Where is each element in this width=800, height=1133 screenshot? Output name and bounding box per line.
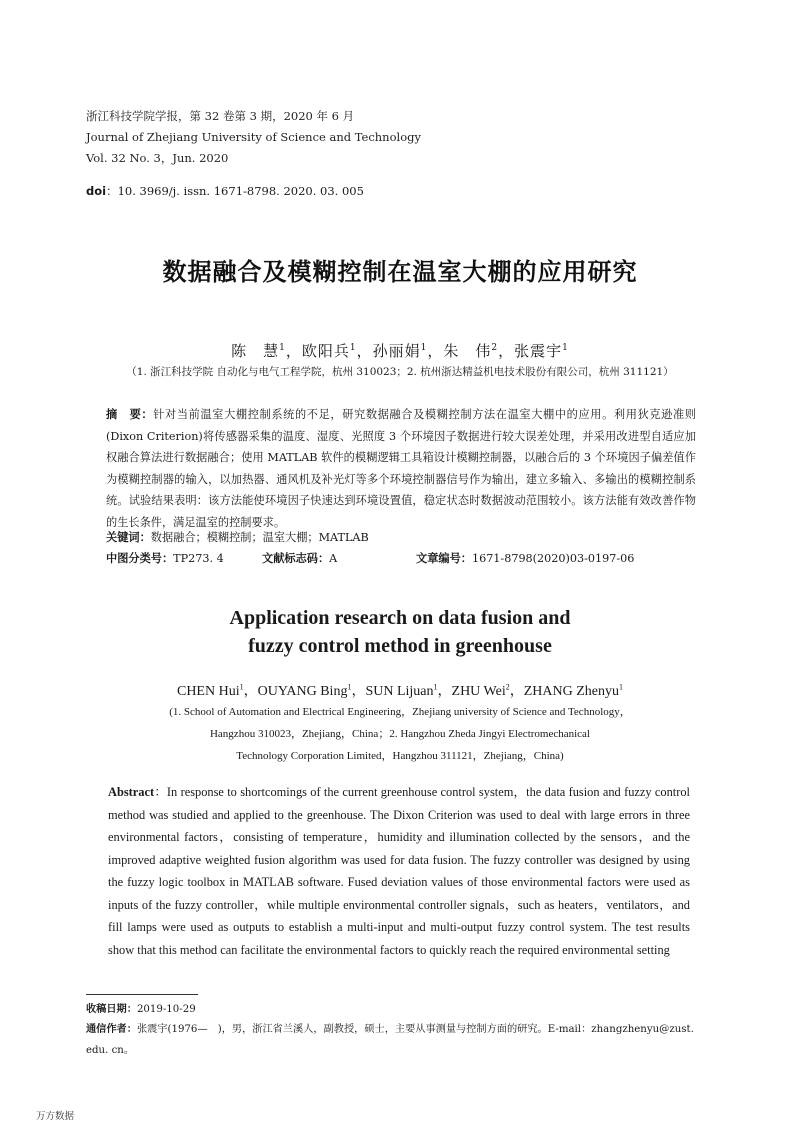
clc-label: 中图分类号： [106, 552, 174, 565]
author-en: CHEN Hui [176, 684, 240, 699]
footnote-corresponding [86, 1019, 716, 1061]
author-cn: ，欧阳兵 [285, 342, 350, 360]
affiliation-cn: （1. 浙江科技学院 自动化与电气工程学院，杭州 310023；2. 杭州浙达精益机电技术股份有限公司，杭州 311121） [126, 366, 674, 378]
abstract-en-text: ：In response to shortcomings of the current greenhouse control system，the data fusion and fuzzy control method was studied and applied to the greenhouse. The Dixon Criterion was used to deal with large errors in three environmental factors，consisting of temperature，humidity and illumination collected by the sensors，and the improved adaptive weighted fusion algorithm was used for data fusion. The fuzzy controller was designed by using the fuzzy logic toolbox in MATLAB software. Fused deviation values of those environmental factors were used as inputs of the fuzzy controller，while multiple environmental controller signals，such as heaters，ventilators，and fill lamps were used as outputs to establish a multi-input and multi-output fuzzy control system. The test results show that this method can facilitate the environmental factors to quickly reach the required environmental setting [108, 785, 690, 957]
author-sup: 1 [562, 343, 569, 353]
keywords-cn-text: 数据融合；模糊控制；温室大棚；MATLAB [150, 531, 369, 544]
author-sup: 2 [491, 343, 499, 353]
affiliation-en-line: Technology Corporation Limited，Hangzhou 311121，Zhejiang，China) [236, 750, 564, 762]
affiliation-en-line: (1. School of Automation and Electrical Engineering，Zhejiang university of Science and Technology， [169, 706, 631, 718]
article-number-item [416, 550, 634, 566]
doi-value[interactable]: ：10. 3969/j. issn. 1671-8798. 2020. 03. 005 [106, 184, 364, 198]
article-number-label: 文章编号： [416, 552, 472, 565]
keywords-cn-label: 关键词： [106, 531, 151, 544]
author-cn: 陈 慧 [231, 342, 280, 360]
footnote-received [86, 999, 716, 1020]
journal-line-en: Journal of Zhejiang University of Science and Technology [86, 130, 421, 144]
received-value: 2019-10-29 [136, 1004, 196, 1015]
abstract-en [108, 781, 690, 961]
author-en: ，SUN Lijuan [351, 684, 434, 699]
received-label: 收稿日期： [86, 1004, 137, 1015]
clc-value: TP273. 4 [173, 552, 224, 565]
classification-line [106, 550, 706, 566]
author-sup: 1 [619, 682, 623, 692]
author-sup: 1 [279, 343, 286, 353]
journal-header [86, 106, 686, 169]
abstract-cn-text: 针对当前温室大棚控制系统的不足，研究数据融合及模糊控制方法在温室大棚中的应用。利用狄克逊准则(Dixon Criterion)将传感器采集的温度、湿度、光照度 3 个环境因子数据进行较大误差处理，并采用改进型自适应加权融合算法进行数据融合；使用 MATLAB 软件的模糊逻辑工具箱设计模糊控制器，以融合后的 3 个环境因子偏差值作为模糊控制器的输入，以加热器、通风机及补光灯等多个环境控制器信号作为输出，建立多输入、多输出的模糊控制系统。试验结果表明：该方法能使环境因子快速达到环境设置值，稳定状态时数据波动范围较小。该方法能有效改善作物的生长条件，满足温室的控制要求。 [106, 408, 696, 529]
author-en: ，ZHU Wei [437, 684, 506, 699]
journal-line-cn: 浙江科技学院学报，第 32 卷第 3 期，2020 年 6 月 [86, 109, 355, 123]
author-sup: 1 [349, 343, 357, 353]
clc-item [106, 550, 262, 566]
abstract-cn-label: 摘 要： [106, 408, 154, 421]
authors-en [0, 680, 800, 700]
abstract-en-label: Abstract [108, 785, 155, 799]
page-title-en [0, 604, 800, 660]
abstract-cn [106, 404, 696, 533]
author-sup: 1 [433, 682, 438, 692]
author-sup: 2 [505, 682, 510, 692]
doc-code-value: A [329, 552, 338, 565]
doi-line [86, 183, 364, 199]
article-number-value: 1671-8798(2020)03-0197-06 [471, 552, 635, 565]
page-title-cn: 数据融合及模糊控制在温室大棚的应用研究 [162, 258, 638, 286]
author-cn: ，朱 伟 [427, 342, 492, 360]
corresponding-label: 通信作者： [86, 1024, 137, 1035]
author-sup: 1 [239, 682, 244, 692]
doc-code-item [262, 550, 416, 566]
author-sup: 1 [420, 343, 428, 353]
footnote-divider [86, 994, 198, 995]
title-en-line: fuzzy control method in greenhouse [248, 635, 552, 657]
authors-cn [0, 340, 800, 361]
affiliation-en [0, 701, 800, 767]
author-en: ，ZHANG Zhenyu [509, 684, 619, 699]
doi-label: doi [86, 184, 107, 198]
keywords-cn [106, 529, 696, 545]
author-en: ，OUYANG Bing [243, 684, 348, 699]
journal-issue: Vol. 32 No. 3，Jun. 2020 [86, 151, 229, 165]
affiliation-en-line: Hangzhou 310023，Zhejiang，China；2. Hangzhou Zheda Jingyi Electromechanical [209, 728, 590, 740]
author-sup: 1 [347, 682, 352, 692]
watermark-text: 万方数据 [36, 1111, 75, 1122]
author-cn: ，张震宇 [498, 342, 563, 360]
title-en-line: Application research on data fusion and [229, 607, 571, 629]
author-cn: ，孙丽娟 [356, 342, 421, 360]
corresponding-text: 张震宇(1976— )，男，浙江省兰溪人，副教授，硕士，主要从事测量与控制方面的研究。E-mail：zhangzhenyu@zust. edu. cn。 [86, 1024, 694, 1056]
doc-code-label: 文献标志码： [262, 552, 330, 565]
